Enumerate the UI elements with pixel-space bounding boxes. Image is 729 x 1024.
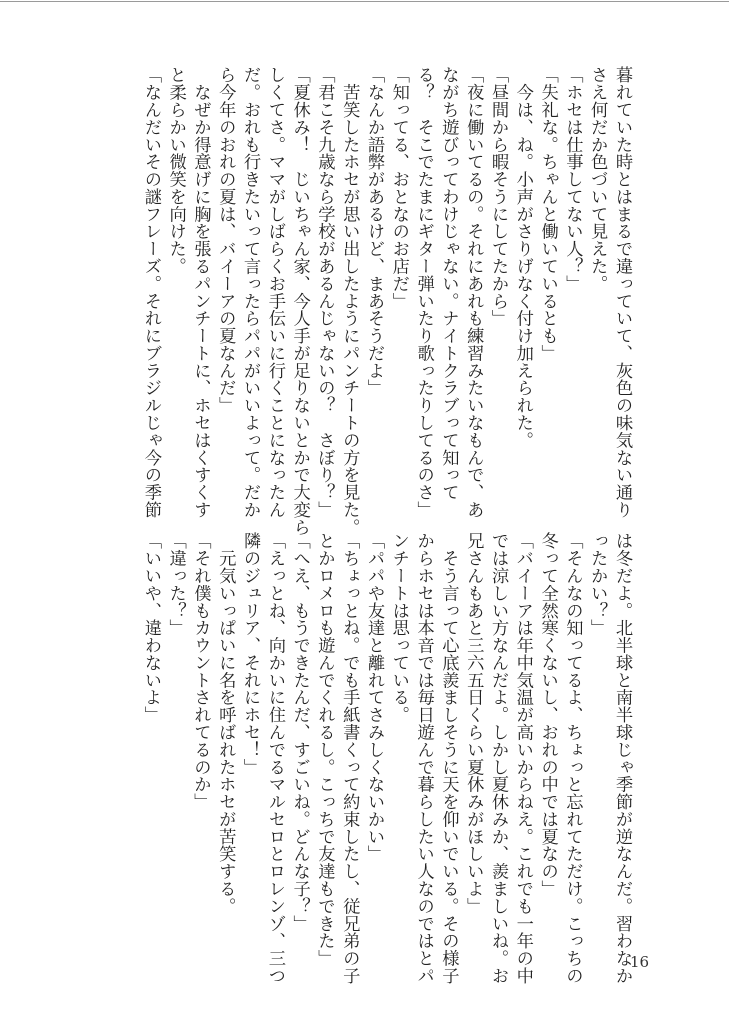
text-column: からホセは本音では毎日遊んで暮らしたい人なのではとパ xyxy=(413,532,434,985)
text-column: 元気いっぱいに名を呼ばれたホセが苦笑する。 xyxy=(215,532,236,915)
text-column: ンチートは思っている。 xyxy=(388,532,409,724)
text-block-top xyxy=(138,66,634,536)
text-column: 「なんか語弊があるけど、まあそうだよ」 xyxy=(364,66,385,397)
text-column: 「知ってる、おとなのお店だ」 xyxy=(388,66,409,310)
text-column: 「違った？」 xyxy=(165,532,186,637)
text-block-bottom xyxy=(138,532,634,985)
text-column: 「夜に働いてるの。それにあれも練習みたいなもんで、あ xyxy=(463,66,484,519)
text-column: 「なんだいその謎フレーズ。それにブラジルじゃ今の季節 xyxy=(140,66,161,519)
text-column: 今は、ね。小声がさりげなく付け加えられた。 xyxy=(512,66,533,449)
text-column: 「君こそ九歳なら学校があるんじゃないの？ さぼり？」 xyxy=(314,66,335,519)
text-column: では涼しい方なんだよ。しかし夏休みか、羨ましいね。お xyxy=(488,532,509,985)
text-column: ら今年のおれの夏は、バイーアの夏なんだ」 xyxy=(215,66,236,414)
text-column: ったかい？」 xyxy=(587,532,608,637)
page-number: 16 xyxy=(630,953,650,971)
text-column: とかロメロも遊んでくれるし。こっちで友達もできた」 xyxy=(314,532,335,967)
text-column: 苦笑したホセが思い出したようにパンチートの方を見た。 xyxy=(339,66,360,536)
text-column: なぜか得意げに胸を張るパンチートに、ホセはくすくす xyxy=(190,66,211,519)
text-column: 「失礼な。ちゃんと働いているとも」 xyxy=(537,66,558,362)
text-column: 「ホセは仕事してない人？」 xyxy=(562,66,583,293)
text-column: 「夏休み！ じいちゃん家、今人手が足りないとかで大変ら xyxy=(289,66,310,536)
text-column: は冬だよ。北半球と南半球じゃ季節が逆なんだ。習わなか xyxy=(612,532,632,985)
text-column: 隣のジュリア、それにホセ！」 xyxy=(240,532,261,776)
text-column: 「いいや、違わないよ」 xyxy=(140,532,161,724)
text-column: さえ何だか色づいて見えた。 xyxy=(587,66,608,293)
text-column: 「へえ、もうできたんだ、すごいね。どんな子？」 xyxy=(289,532,310,932)
text-column: 暮れていた時とはまるで違っていて、灰色の味気ない通り xyxy=(612,66,632,519)
text-column: 「そんなの知ってるよ、ちょっと忘れてただけ。こっちの xyxy=(562,532,583,985)
text-column: 兄さんもあと三六五日くらい夏休みがほしいよ」 xyxy=(463,532,484,915)
text-column: 「パパや友達と離れてさみしくないかい」 xyxy=(364,532,385,863)
text-column: 「昼間から暇そうにしてたから」 xyxy=(488,66,509,327)
text-column: 「バイーアは年中気温が高いからねえ。これでも一年の中 xyxy=(512,532,533,985)
text-column: る？ そこでたまにギター弾いたり歌ったりしてるのさ」 xyxy=(413,66,434,519)
text-column: と柔らかい微笑を向けた。 xyxy=(165,66,186,275)
text-column: しくてさ。ママがしばらくお手伝いに行くことになったん xyxy=(264,66,285,519)
text-column: ながち遊びってわけじゃない。ナイトクラブって知って xyxy=(438,66,459,501)
text-column: 冬って全然寒くないし、おれの中では夏なの」 xyxy=(537,532,558,898)
page-top-border xyxy=(0,1,729,2)
text-column: 「ちょっとね。でも手紙書くって約束したし、従兄弟の子 xyxy=(339,532,360,985)
text-column: 「えっとね、向かいに住んでるマルセロとロレンゾ、三つ xyxy=(264,532,285,985)
text-column: だ。おれも行きたいって言ったらパパがいいよって。だか xyxy=(240,66,261,519)
text-column: 「それ僕もカウントされてるのか」 xyxy=(190,532,211,811)
text-column: そう言って心底羨ましそうに天を仰いでいる。その様子 xyxy=(438,532,459,985)
